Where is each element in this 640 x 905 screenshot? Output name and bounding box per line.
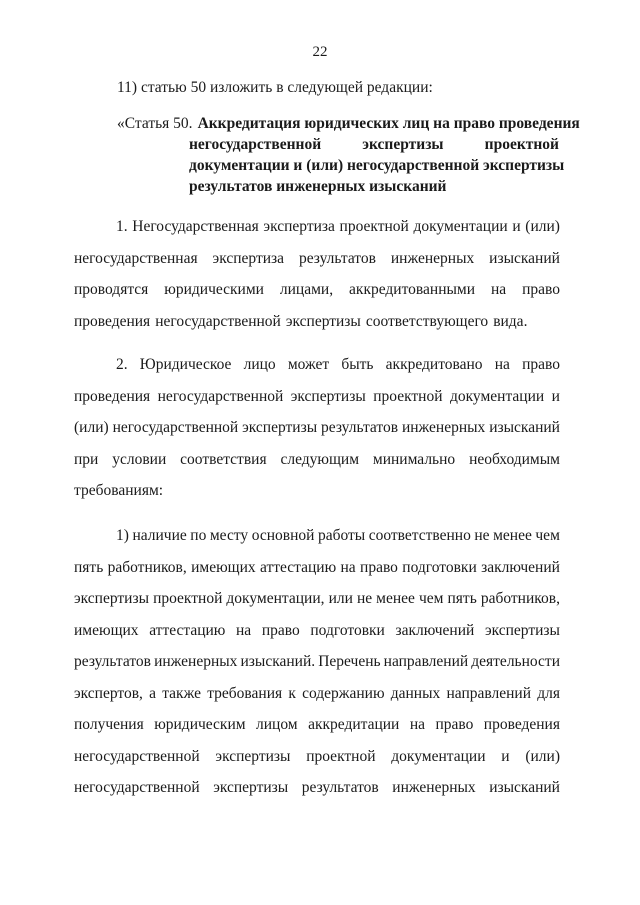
word: документации: [413, 218, 508, 235]
word: данных: [390, 684, 441, 702]
text-line: [74, 622, 560, 640]
word: экспертизы: [290, 387, 366, 405]
word: проектной: [153, 590, 223, 607]
heading-line-1: [117, 113, 580, 134]
word: соответствия: [180, 450, 267, 468]
text-line: [74, 419, 560, 437]
word: проведения: [74, 387, 151, 405]
word: право: [522, 356, 560, 373]
word: получения: [74, 716, 144, 733]
word: пять: [74, 558, 104, 576]
word: негосударственной: [74, 779, 200, 796]
word: право: [360, 558, 398, 576]
word: работы: [317, 527, 366, 544]
word: и: [512, 218, 521, 235]
word: (или): [525, 218, 560, 235]
word: на: [490, 281, 507, 298]
word: заключений: [395, 621, 475, 639]
text-line: [74, 779, 560, 797]
word: также: [162, 684, 201, 702]
word: не: [474, 527, 490, 544]
word: юридическими: [164, 281, 264, 298]
word: чем: [535, 527, 560, 544]
word: 1.: [116, 218, 128, 235]
word: минимально: [372, 450, 456, 468]
text-line: [74, 685, 560, 703]
word: на: [494, 356, 510, 373]
word: аккредитовано: [385, 356, 483, 373]
word: инженерных: [392, 779, 476, 796]
word: (или): [74, 419, 109, 436]
text-line: [74, 451, 560, 469]
word: на: [340, 558, 356, 576]
word: экспертиза: [212, 249, 285, 267]
word: экспертизы: [213, 779, 289, 796]
word: быть: [341, 356, 374, 373]
word: негосударственной: [157, 387, 284, 405]
word: Юридическое: [139, 356, 232, 373]
text-line: [74, 281, 560, 299]
word: Перечень: [318, 653, 381, 670]
word: проектной: [339, 218, 409, 235]
word: проводятся: [74, 281, 149, 298]
word: экспертов,: [74, 684, 143, 702]
word: лицом: [256, 716, 298, 733]
word: соответственно: [368, 527, 471, 544]
word: результатов: [74, 653, 151, 670]
word: (или): [525, 747, 560, 765]
word: деятельности: [471, 653, 560, 670]
word: или: [328, 590, 353, 607]
word: инженерных: [401, 419, 486, 436]
word: инженерных: [390, 249, 475, 267]
word: лицо: [243, 356, 276, 373]
word: имеющих: [191, 558, 256, 576]
text-line: [74, 716, 560, 734]
article-title-line-1: Аккредитация юридических лиц на право проведения: [197, 115, 580, 132]
word: менее: [376, 590, 415, 607]
word: изысканий: [489, 779, 560, 796]
heading-word: экспертизы: [362, 136, 444, 153]
word: экспертизы: [285, 312, 361, 330]
text-line: [74, 388, 560, 406]
word: Негосударственная: [132, 218, 259, 235]
word: юридическим: [154, 716, 246, 733]
text-line: [74, 559, 560, 577]
heading-word: негосударственной: [189, 136, 322, 153]
word: чем: [418, 590, 444, 607]
word: аккредитованными: [349, 281, 476, 298]
word: содержанию: [302, 684, 385, 702]
word: при: [74, 450, 99, 468]
word: требованиям:: [74, 482, 164, 499]
word: негосударственная: [74, 249, 198, 267]
word: направлений: [446, 684, 531, 702]
word: пять: [447, 590, 477, 607]
heading-line-3: документации и (или) негосударственной экспертизы: [189, 157, 565, 174]
word: аккредитации: [308, 716, 400, 733]
word: условии: [112, 450, 167, 468]
word: документации,: [226, 590, 325, 607]
word: документации: [391, 747, 486, 765]
word: а: [149, 684, 157, 702]
heading-line-4: результатов инженерных изысканий: [189, 178, 447, 195]
word: аттестацию: [149, 621, 226, 639]
text-line: [74, 748, 560, 766]
word: проведения: [74, 312, 151, 330]
word: аттестацию: [259, 558, 337, 576]
word: негосударственной: [74, 747, 200, 765]
word: месту: [209, 527, 249, 544]
word: имеющих: [74, 621, 139, 639]
word: и: [501, 747, 510, 765]
word: изысканий: [489, 249, 560, 267]
text-line: [116, 218, 560, 236]
article-heading: [117, 113, 580, 197]
word: подготовки: [402, 558, 477, 576]
article-prefix: «Статья 50.: [117, 115, 193, 132]
page-number: 22: [312, 44, 328, 60]
word: право: [261, 621, 300, 639]
word: проектной: [373, 387, 443, 405]
text-line: [74, 482, 560, 500]
word: менее: [493, 527, 532, 544]
word: экспертизы: [215, 747, 291, 765]
word: подготовки: [310, 621, 385, 639]
word: может: [287, 356, 330, 373]
word: на: [409, 716, 425, 733]
word: не: [356, 590, 373, 607]
word: на: [236, 621, 252, 639]
heading-word: проектной: [484, 136, 559, 153]
word: документации: [449, 387, 545, 405]
heading-line-2: [189, 134, 559, 155]
word: результатов: [301, 779, 379, 796]
word: право: [435, 716, 474, 733]
word: 1): [116, 527, 129, 544]
word: направлений: [383, 653, 469, 670]
word: требования: [207, 684, 283, 702]
word: негосударственной: [155, 312, 281, 330]
word: необходимым: [469, 450, 560, 468]
word: основной: [251, 527, 315, 544]
word: результатов: [321, 419, 399, 436]
text-line: [74, 313, 560, 331]
word: экспертизы: [484, 621, 560, 639]
word: результатов: [298, 249, 376, 267]
word: для: [537, 684, 560, 702]
word: заключений: [481, 558, 560, 576]
word: экспертизы: [74, 590, 150, 607]
word: следующим: [280, 450, 360, 468]
word: к: [288, 684, 296, 702]
word: право: [522, 281, 560, 298]
word: экспертизы: [242, 419, 318, 436]
word: 2.: [116, 356, 128, 373]
word: работников,: [107, 558, 187, 576]
text-line: [116, 527, 560, 545]
text-line: [116, 356, 560, 374]
word: работников,: [480, 590, 560, 607]
word: проектной: [306, 747, 376, 765]
word: наличие: [132, 527, 187, 544]
text-line: [74, 590, 560, 608]
intro-text: 11) статью 50 изложить в следующей редакции:: [117, 79, 433, 96]
word: вида.: [493, 312, 528, 330]
word: лицами,: [279, 281, 334, 298]
word: негосударственной: [112, 419, 239, 436]
text-line: [74, 250, 560, 268]
word: изысканий: [489, 419, 560, 436]
text-line: [74, 653, 560, 671]
word: инженерных: [154, 653, 238, 670]
word: по: [190, 527, 207, 544]
word: проведения: [483, 716, 560, 733]
word: экспертиза: [263, 218, 335, 235]
word: и: [551, 387, 560, 405]
word: изысканий.: [240, 653, 316, 670]
word: соответствующего: [365, 312, 489, 330]
